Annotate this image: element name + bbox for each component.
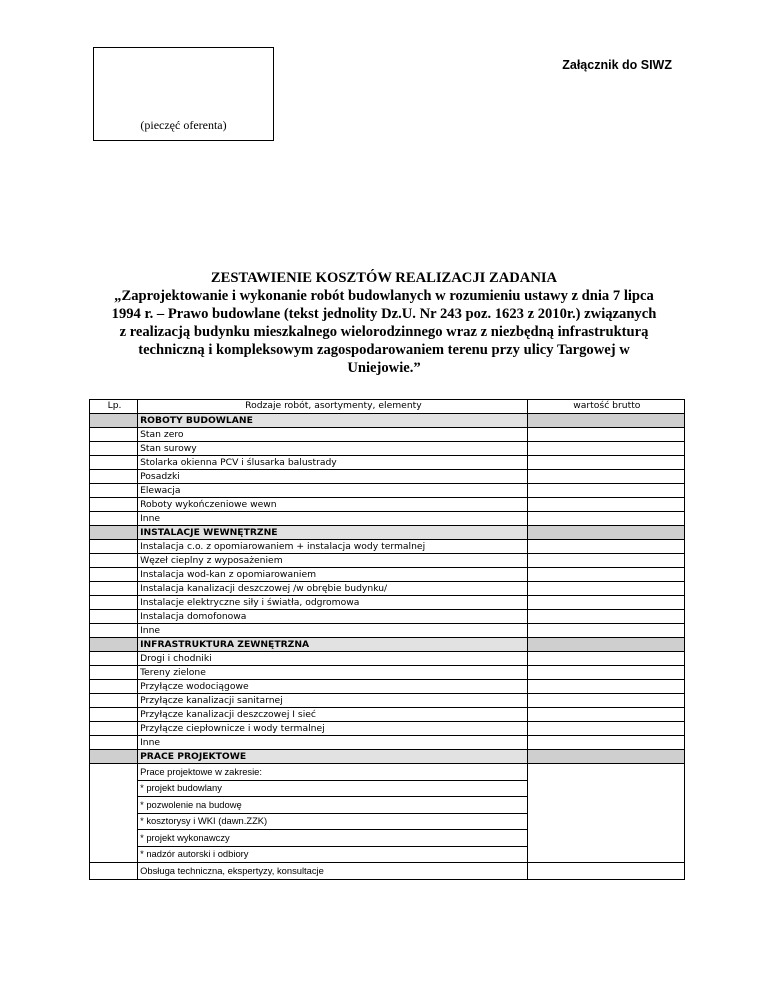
value-cell[interactable] (527, 484, 684, 498)
row-description: * pozwolenie na budowę (138, 797, 528, 814)
table-row (90, 722, 685, 736)
table-row (90, 428, 685, 442)
row-description: Stan zero (138, 428, 528, 442)
table-row (90, 708, 685, 722)
lp-cell (90, 484, 138, 498)
row-description: Inne (138, 512, 528, 526)
table-row (90, 624, 685, 638)
row-description: Instalacja wod-kan z opomiarowaniem (138, 568, 528, 582)
lp-cell (90, 708, 138, 722)
lp-cell (90, 428, 138, 442)
row-description: Inne (138, 624, 528, 638)
lp-cell (90, 596, 138, 610)
lp-cell (90, 414, 138, 428)
table-row (90, 610, 685, 624)
row-description: * projekt wykonawczy (138, 830, 528, 847)
row-description: Przyłącze kanalizacji sanitarnej (138, 694, 528, 708)
table-row (90, 582, 685, 596)
lp-cell (90, 666, 138, 680)
lp-cell (90, 694, 138, 708)
value-cell[interactable] (527, 708, 684, 722)
section-row (90, 638, 685, 652)
lp-cell (90, 764, 138, 863)
table-row (90, 470, 685, 484)
section-title: INSTALACJE WEWNĘTRZNE (138, 526, 528, 540)
row-description: Przyłącze kanalizacji deszczowej I sieć (138, 708, 528, 722)
value-cell[interactable] (527, 736, 684, 750)
row-description: * kosztorysy i WKI (dawn.ZZK) (138, 813, 528, 830)
table-row (90, 554, 685, 568)
lp-cell (90, 652, 138, 666)
header-lp: Lp. (90, 400, 138, 414)
lp-cell (90, 442, 138, 456)
lp-cell (90, 680, 138, 694)
table-row (90, 442, 685, 456)
value-cell[interactable] (527, 498, 684, 512)
row-description: Przyłącze ciepłownicze i wody termalnej (138, 722, 528, 736)
table-row (90, 484, 685, 498)
table-row (90, 736, 685, 750)
row-description: Obsługa techniczna, ekspertyzy, konsultacje (138, 863, 528, 880)
row-description: Stolarka okienna PCV i ślusarka balustrady (138, 456, 528, 470)
table-header-row (90, 400, 685, 414)
row-description: Elewacja (138, 484, 528, 498)
row-description: Przyłącze wodociągowe (138, 680, 528, 694)
section-row (90, 414, 685, 428)
lp-cell (90, 582, 138, 596)
cost-table (89, 399, 685, 880)
value-cell[interactable] (527, 428, 684, 442)
value-cell (527, 526, 684, 540)
value-cell (527, 638, 684, 652)
title-line-5: techniczną i kompleksowym zagospodarowaniem terenu przy ulicy Targowej w (138, 342, 630, 358)
lp-cell (90, 540, 138, 554)
table-row (90, 512, 685, 526)
lp-cell (90, 750, 138, 764)
value-cell[interactable] (527, 722, 684, 736)
lp-cell (90, 512, 138, 526)
table-row (90, 863, 685, 880)
stamp-caption: (pieczęć oferenta) (140, 118, 227, 132)
lp-cell (90, 638, 138, 652)
title-line-4: z realizacją budynku mieszkalnego wielorodzinnego wraz z niezbędną infrastrukturą (119, 324, 649, 340)
lp-cell (90, 498, 138, 512)
section-row (90, 526, 685, 540)
title-line-1: ZESTAWIENIE KOSZTÓW REALIZACJI ZADANIA (210, 270, 558, 286)
document-title (60, 269, 708, 377)
table-row (90, 596, 685, 610)
section-title: PRACE PROJEKTOWE (138, 750, 528, 764)
value-cell[interactable] (527, 442, 684, 456)
stamp-box (93, 47, 274, 141)
lp-cell (90, 470, 138, 484)
value-cell[interactable] (527, 764, 684, 863)
table-row (90, 568, 685, 582)
lp-cell (90, 526, 138, 540)
table-row (90, 694, 685, 708)
title-line-3: 1994 r. – Prawo budowlane (tekst jednolity Dz.U. Nr 243 poz. 1623 z 2010r.) związanych (111, 306, 657, 322)
table-row (90, 652, 685, 666)
lp-cell (90, 624, 138, 638)
lp-cell (90, 554, 138, 568)
annex-label: Załącznik do SIWZ (562, 58, 672, 72)
section-title: ROBOTY BUDOWLANE (138, 414, 528, 428)
row-description: Tereny zielone (138, 666, 528, 680)
header-value: wartość brutto (527, 400, 684, 414)
value-cell[interactable] (527, 456, 684, 470)
lp-cell (90, 863, 138, 880)
row-description: * projekt budowlany (138, 780, 528, 797)
lp-cell (90, 722, 138, 736)
section-title: INFRASTRUKTURA ZEWNĘTRZNA (138, 638, 528, 652)
lp-cell (90, 568, 138, 582)
value-cell[interactable] (527, 680, 684, 694)
table-row (90, 540, 685, 554)
row-description: Posadzki (138, 470, 528, 484)
row-description: Prace projektowe w zakresie: (138, 764, 528, 781)
lp-cell (90, 456, 138, 470)
lp-cell (90, 736, 138, 750)
row-description: Stan surowy (138, 442, 528, 456)
value-cell (527, 414, 684, 428)
value-cell[interactable] (527, 666, 684, 680)
value-cell (527, 750, 684, 764)
row-description: Inne (138, 736, 528, 750)
value-cell[interactable] (527, 610, 684, 624)
value-cell[interactable] (527, 470, 684, 484)
row-description: Węzeł cieplny z wyposażeniem (138, 554, 528, 568)
table-row (90, 666, 685, 680)
value-cell[interactable] (527, 540, 684, 554)
row-description: Instalacje elektryczne siły i światła, odgromowa (138, 596, 528, 610)
table-row (90, 680, 685, 694)
lp-cell (90, 610, 138, 624)
value-cell[interactable] (527, 582, 684, 596)
value-cell[interactable] (527, 863, 684, 880)
table-row (90, 456, 685, 470)
value-cell[interactable] (527, 568, 684, 582)
value-cell[interactable] (527, 596, 684, 610)
row-description: * nadzór autorski i odbiory (138, 846, 528, 863)
row-description: Instalacja domofonowa (138, 610, 528, 624)
row-description: Roboty wykończeniowe wewn (138, 498, 528, 512)
row-description: Instalacja kanalizacji deszczowej /w obrębie budynku/ (138, 582, 528, 596)
value-cell[interactable] (527, 624, 684, 638)
value-cell[interactable] (527, 512, 684, 526)
title-line-6: Uniejowie.” (347, 360, 421, 376)
row-description: Instalacja c.o. z opomiarowaniem + instalacja wody termalnej (138, 540, 528, 554)
value-cell[interactable] (527, 652, 684, 666)
value-cell[interactable] (527, 694, 684, 708)
row-description: Drogi i chodniki (138, 652, 528, 666)
title-line-2: „Zaprojektowanie i wykonanie robót budowlanych w rozumieniu ustawy z dnia 7 lipca (114, 288, 654, 304)
table-row (90, 764, 685, 781)
value-cell[interactable] (527, 554, 684, 568)
header-description: Rodzaje robót, asortymenty, elementy (138, 400, 528, 414)
section-row (90, 750, 685, 764)
table-row (90, 498, 685, 512)
